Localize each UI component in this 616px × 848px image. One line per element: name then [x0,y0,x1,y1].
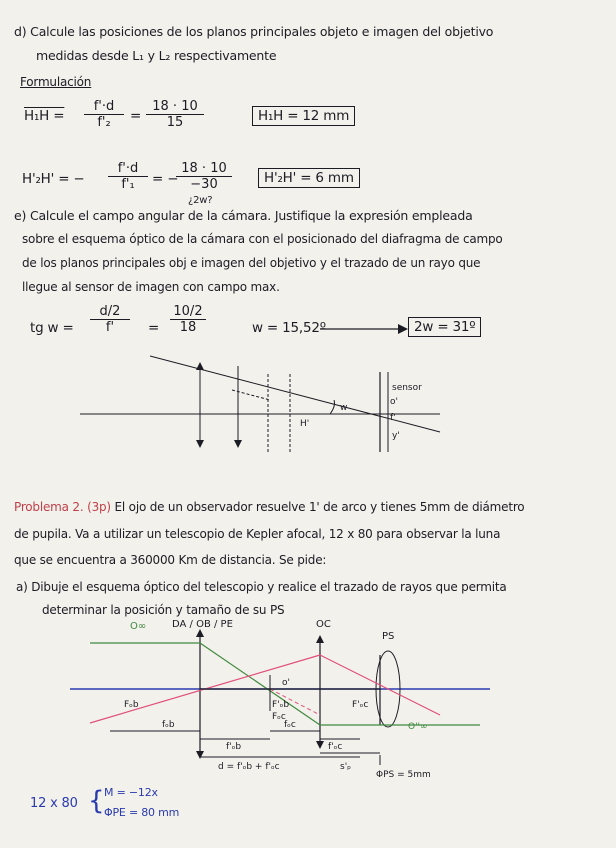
problema2-line2: de pupila. Va a utilizar un telescopio de Kepler afocal, 12 x 80 para observar la luna [14,527,501,541]
section-e-line4: llegue al sensor de imagen con campo max. [22,280,280,294]
label-ps: PS [382,631,395,642]
label-f-prime-oc: F'ₒc [352,700,369,710]
eq2-lhs: H'₂H' = − [22,171,85,187]
label-foc-left: fₒc [284,720,296,730]
eq2-denominator: f'₁ [108,176,148,192]
section-d-line1: d) Calcule las posiciones de los planos principales objeto e imagen del objetivo [14,24,494,39]
y-prime-label: y' [392,431,400,441]
label-oc: OC [316,619,331,630]
eq1-numerator: f'·d [93,99,115,114]
f-prime-label: f' [390,413,396,423]
problema2-line1-rest: El ojo de un observador resuelve 1' de arco y tienes 5mm de diámetro [114,500,525,514]
label-f-ob: Fₒb [124,700,139,710]
spec-m: M = −12x [104,786,158,799]
eq1-equals: = [130,108,142,124]
tg-denominator2: 18 [170,319,206,335]
section-e-line3: de los planos principales obj e imagen del objetivo y el trazado de un rayo que [22,256,481,270]
problema2-line3: que se encuentra a 360000 Km de distancia. Se pide: [14,553,327,567]
tg-numerator2: 10/2 [173,304,203,319]
label-d: d = f'ₒb + f'ₒc [218,762,280,772]
eq1-fraction2 [146,99,204,130]
label-fob: f'ₒb [226,742,242,752]
eq2-equals: = − [152,171,179,187]
tg-fraction2 [170,304,206,335]
result-2w: 2w = 31º [408,317,481,337]
spec-12x80: 12 x 80 [30,796,78,811]
label-o-prime: o' [282,678,290,688]
label-da-ob-pe: DA / OB / PE [172,619,233,630]
label-s-prime-p: s'ₚ [340,762,352,772]
sensor-label: sensor [392,383,422,393]
label-f-prime-ob: F'ₒb [272,700,290,710]
tg-lhs: tg w = [30,320,74,336]
w-value: w = 15,52º [252,320,326,336]
eq1-fraction [84,99,124,130]
note-2w: ¿2w? [188,195,213,206]
part-a-line1: a) Dibuje el esquema óptico del telescopio y realice el trazado de rayos que permita [16,580,507,594]
eq1-numerator2: 18 · 10 [152,99,198,114]
tg-numerator: d/2 [99,304,121,319]
label-o-prime-inf: O''∞ [408,722,428,732]
spec-brace: { [88,786,105,816]
label-f-oc: Fₒc [272,712,286,722]
label-fob-left: fₒb [162,720,175,730]
eq1-denominator2: 15 [146,114,204,130]
eq1-result: H₁H = 12 mm [252,106,355,126]
section-e-line2: sobre el esquema óptico de la cámara con el posicionado del diafragma de campo [22,232,503,246]
camera-diagram [0,352,616,472]
tg-denominator: f' [90,319,130,335]
formulacion-label: Formulación [20,75,92,89]
label-foc: f'ₒc [328,742,343,752]
label-o-inf: O∞ [130,621,147,632]
spec-phi-pe: ΦPE = 80 mm [104,806,180,819]
eq2-fraction [108,161,148,192]
eq2-fraction2 [176,161,232,192]
tg-equals: = [148,320,160,336]
eq2-denominator2: −30 [176,176,232,192]
eq2-result: H'₂H' = 6 mm [258,168,360,188]
h-prime-label: H' [300,419,310,429]
eq1-lhs: H₁H = [24,108,65,124]
eq2-numerator2: 18 · 10 [181,161,227,176]
telescope-diagram [0,615,616,815]
omega-label: w [340,403,348,413]
part-a-line2: determinar la posición y tamaño de su PS [42,603,285,617]
problema2-title: Problema 2. (3p) [14,500,111,514]
arrow-icon [320,322,410,336]
eq2-numerator: f'·d [117,161,139,176]
tg-fraction [90,304,130,335]
eq1-denominator: f'₂ [84,114,124,130]
section-d-line2: medidas desde L₁ y L₂ respectivamente [36,48,277,63]
problema2-line1 [14,500,524,514]
o-prime-label: o' [390,397,398,407]
label-phi-ps: ΦPS = 5mm [376,770,431,780]
section-e-line1: e) Calcule el campo angular de la cámara. Justifique la expresión empleada [14,208,473,223]
